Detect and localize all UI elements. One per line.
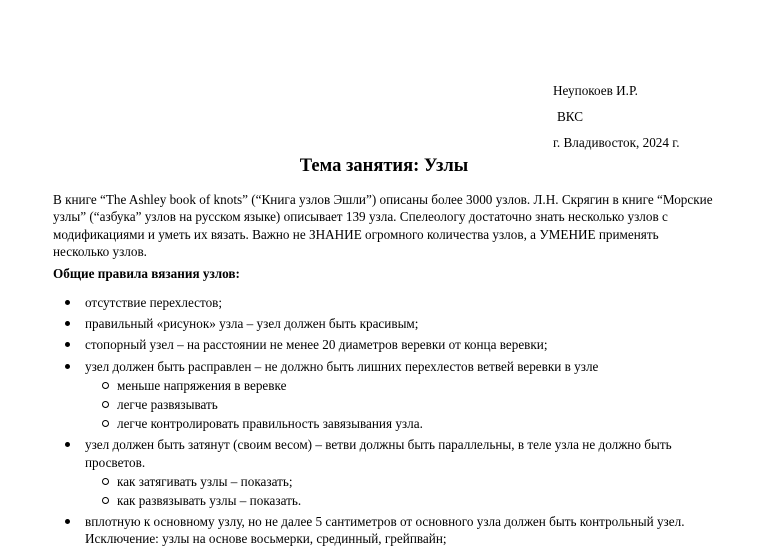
circle-bullet-icon bbox=[102, 382, 109, 389]
sub-list bbox=[85, 377, 733, 433]
sub-list-item bbox=[53, 415, 733, 433]
list-item-text: узел должен быть затянут (своим весом) – ветви должны быть параллельны, в теле узла не должно быть просветов. bbox=[85, 437, 672, 470]
circle-bullet-icon bbox=[102, 420, 109, 427]
bullet-icon bbox=[65, 321, 70, 326]
sub-list-item-text: как затягивать узлы – показать; bbox=[117, 473, 293, 489]
list-item-text: узел должен быть расправлен – не должно быть лишних перехлестов ветвей веревки в узле bbox=[85, 358, 599, 374]
list-item bbox=[53, 436, 733, 509]
list-item-text: правильный «рисунок» узла – узел должен быть красивым; bbox=[85, 316, 419, 332]
sub-list-item-text: меньше напряжения в веревке bbox=[117, 377, 287, 393]
bullet-icon bbox=[65, 442, 70, 447]
page-title: Тема занятия: Узлы bbox=[299, 156, 469, 176]
place-date: г. Владивосток, 2024 г. bbox=[553, 135, 680, 150]
circle-bullet-icon bbox=[102, 478, 109, 485]
list-item-text: отсутствие перехлестов; bbox=[85, 295, 223, 310]
list-item-continuation: Исключение: узлы на основе восьмерки, срединный, грейпвайн; bbox=[85, 531, 447, 547]
circle-bullet-icon bbox=[102, 401, 109, 408]
sub-list-item bbox=[53, 396, 733, 414]
list-item bbox=[53, 358, 733, 433]
organization-name: ВКС bbox=[557, 109, 584, 124]
sub-list-item-text: легче развязывать bbox=[117, 396, 218, 412]
sub-list-item bbox=[53, 377, 733, 395]
list-item bbox=[53, 336, 733, 354]
sub-list-item bbox=[53, 473, 733, 491]
document-header bbox=[553, 78, 680, 156]
rules-list bbox=[53, 294, 733, 552]
author-name: Неупокоев И.Р. bbox=[553, 83, 638, 98]
bullet-icon bbox=[65, 519, 70, 524]
list-item bbox=[53, 294, 733, 312]
intro-paragraph: В книге “The Ashley book of knots” (“Книга узлов Эшли”) описаны более 3000 узлов. Л.Н. Скрягин в книге “Морские узлы” (“азбука” узлов на русском языке) описывает 139 узла. Спелеологу достаточно знать несколько узлов с модификациями и уметь их вязать. Важно не ЗНАНИЕ огромного количества узлов, а УМЕНИЕ применять несколько узлов. bbox=[53, 192, 713, 259]
bullet-icon bbox=[65, 342, 70, 347]
sub-list bbox=[85, 473, 733, 510]
bullet-icon bbox=[65, 364, 70, 369]
bullet-icon bbox=[65, 300, 70, 305]
circle-bullet-icon bbox=[102, 497, 109, 504]
sub-list-item bbox=[53, 492, 733, 510]
list-item-text: вплотную к основному узлу, но не далее 5 сантиметров от основного узла должен быть контрольный узел. bbox=[85, 513, 685, 529]
list-item-text: стопорный узел – на расстоянии не менее 20 диаметров веревки от конца веревки; bbox=[85, 337, 548, 353]
list-item bbox=[53, 315, 733, 333]
sub-list-item-text: как развязывать узлы – показать. bbox=[117, 492, 302, 508]
rules-heading: Общие правила вязания узлов: bbox=[53, 266, 240, 281]
sub-list-item-text: легче контролировать правильность завязывания узла. bbox=[117, 415, 423, 431]
